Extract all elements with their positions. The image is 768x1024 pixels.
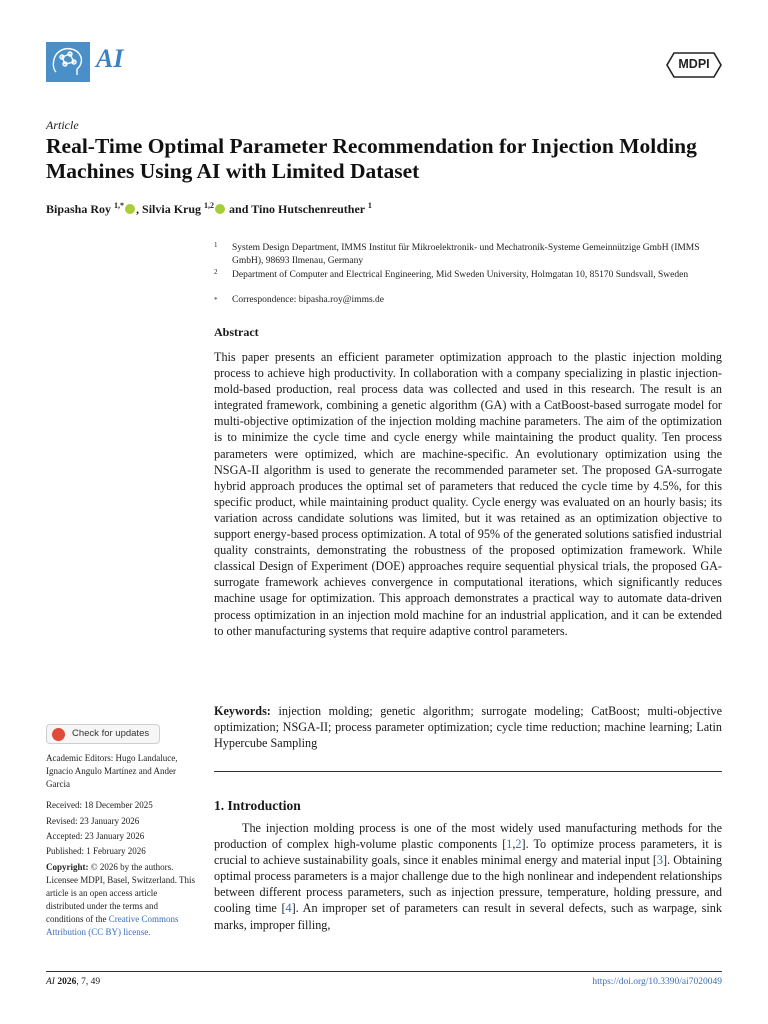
author-affiliation-mark: 1 [367, 201, 372, 210]
publisher-logo [666, 51, 722, 79]
section-divider [214, 771, 722, 772]
author-affiliation-mark: 1,* [114, 201, 125, 210]
journal-ref-year: 2026 [57, 977, 77, 987]
copyright-text: © 2026 by the authors. Licensee MDPI, Basel, Switzerland. This article is an open access article distributed under the terms and conditions of the [46, 862, 196, 924]
citation-link[interactable]: 3 [656, 853, 663, 868]
correspondence [214, 294, 724, 307]
correspondence-text[interactable]: Correspondence: bipasha.roy@imms.de [232, 295, 385, 305]
author-affiliation-mark: 1,2 [204, 201, 215, 210]
journal-ref-name: AI [46, 977, 55, 987]
keywords-label: Keywords: [214, 704, 271, 718]
journal-name: AI [96, 44, 124, 73]
citation-link[interactable]: 2 [515, 837, 522, 852]
keywords [214, 703, 722, 751]
check-updates-icon [52, 728, 65, 741]
affiliation-2 [214, 269, 724, 282]
publisher-name: MDPI [678, 57, 710, 71]
paper-title: Real-Time Optimal Parameter Recommendation for Injection Molding Machines Using AI with Limited Dataset [46, 134, 697, 183]
published-date: Published: 1 February 2026 [46, 846, 146, 856]
orcid-icon[interactable] [125, 204, 135, 214]
citation-link[interactable]: 4 [285, 901, 292, 916]
check-for-updates-button[interactable] [46, 724, 160, 744]
journal-logo [46, 42, 90, 82]
affiliation-text: System Design Department, IMMS Institut für Mikroelektronik- und Mechatronik-Systeme Gemeinnützige GmbH (IMMS GmbH), 98693 Ilmenau, Germany [232, 243, 700, 266]
affiliation-number: 1 [214, 241, 218, 249]
abstract-text: This paper presents an efficient parameter optimization approach to the plastic injection molding process to achieve high productivity. In collaboration with a company specializing in plastic injection-mold-based production, real process data was collected and used in this research. The result is an integrated framework, combining a genetic algorithm (GA) with a CatBoost-based surrogate model for multi-objective optimization of the injection molding machine parameters. The aim of the optimization is to minimize the cycle time and cycle energy while maintaining the product quality. Ten process parameters were optimized, which are machine-specific. An evolutionary optimization using the NSGA-II algorithm is used to generate the recommended parameter set. The proposed GA-surrogate hybrid approach produces the optimal set of parameters that reduced the cycle time by 4.5%, for this specific product, while maintaining product quality. Cycle energy was evaluated on an hourly basis; its variation across candidate solutions was limited, but it was retained as an optimization objective to support energy-based process optimization. A total of 95% of the generated solutions satisfied industrial quality constraints, demonstrating the robustness of the proposed optimization framework. While classical Design of Experiment (DOE) approaches require sequential physical trials, the proposed GA-surrogate framework achieves convergence in computational iterations, which significantly reduces machine usage for optimization. This approach demonstrates a practical way to automate data-driven process optimization in an injection mold machine for an industrial application, and it can be extended to other manufacturing systems that require adaptive control parameters. [214, 350, 722, 638]
footer-divider [46, 971, 722, 972]
orcid-icon[interactable] [215, 204, 225, 214]
introduction-heading: 1. Introduction [214, 798, 301, 813]
author-separator: , [136, 202, 140, 216]
affiliation-text: Department of Computer and Electrical Engineering, Mid Sweden University, Holmgatan 10, 85170 Sundsvall, Sweden [232, 270, 689, 280]
license-link[interactable]: Creative Commons Attribution (CC BY) license. [46, 914, 179, 937]
received-date: Received: 18 December 2025 [46, 800, 153, 810]
abstract-heading: Abstract [214, 325, 259, 339]
article-type: Article [46, 118, 79, 132]
revised-date: Revised: 23 January 2026 [46, 816, 140, 826]
intro-text: The injection molding process is one of the most widely used manufacturing methods for the production of complex high-volume plastic components [ [214, 821, 722, 852]
intro-text: ]. Obtaining optimal process parameters is a major challenge due to the high nonlinear and independent relationships between different process parameters, such as injection pressure, temperature, holding pressure, and cooling time [ [214, 853, 722, 916]
intro-text: ]. An improper set of parameters can result in several defects, such as warpage, sink marks, improper filling, [214, 901, 722, 932]
keywords-text: injection molding; genetic algorithm; surrogate modeling; CatBoost; multi-objective optimization; NSGA-II; process parameter optimization; cycle time reduction; machine learning; Latin Hypercube Sampling [214, 704, 723, 751]
citation-separator: , [512, 837, 516, 852]
doi-link[interactable]: https://doi.org/10.3390/ai7020049 [592, 977, 722, 987]
intro-text: ]. To optimize process parameters, it is crucial to achieve sustainability goals, since it enables minimal energy and material input [ [214, 837, 722, 868]
citation-link[interactable]: 1 [506, 837, 513, 852]
academic-editors: Academic Editors: Hugo Landaluce, Ignacio Angulo Martínez and Ander Garcia [46, 753, 178, 789]
journal-ref-volume: , 7, 49 [76, 977, 101, 987]
author-conjunction: and [229, 202, 249, 216]
copyright-label: Copyright: [46, 862, 89, 872]
author-name[interactable]: Silvia Krug [142, 202, 202, 216]
check-updates-label: Check for updates [72, 728, 150, 739]
journal-citation [46, 977, 100, 987]
author-list [46, 201, 372, 217]
affiliation-1 [214, 242, 724, 268]
accepted-date: Accepted: 23 January 2026 [46, 831, 145, 841]
introduction-paragraph [214, 820, 722, 933]
copyright-notice [46, 861, 196, 939]
affiliation-number: * [214, 296, 218, 304]
author-name[interactable]: Tino Hutschenreuther [251, 202, 365, 216]
author-name[interactable]: Bipasha Roy [46, 202, 112, 216]
brain-network-icon [46, 42, 90, 82]
affiliation-number: 2 [214, 268, 218, 276]
